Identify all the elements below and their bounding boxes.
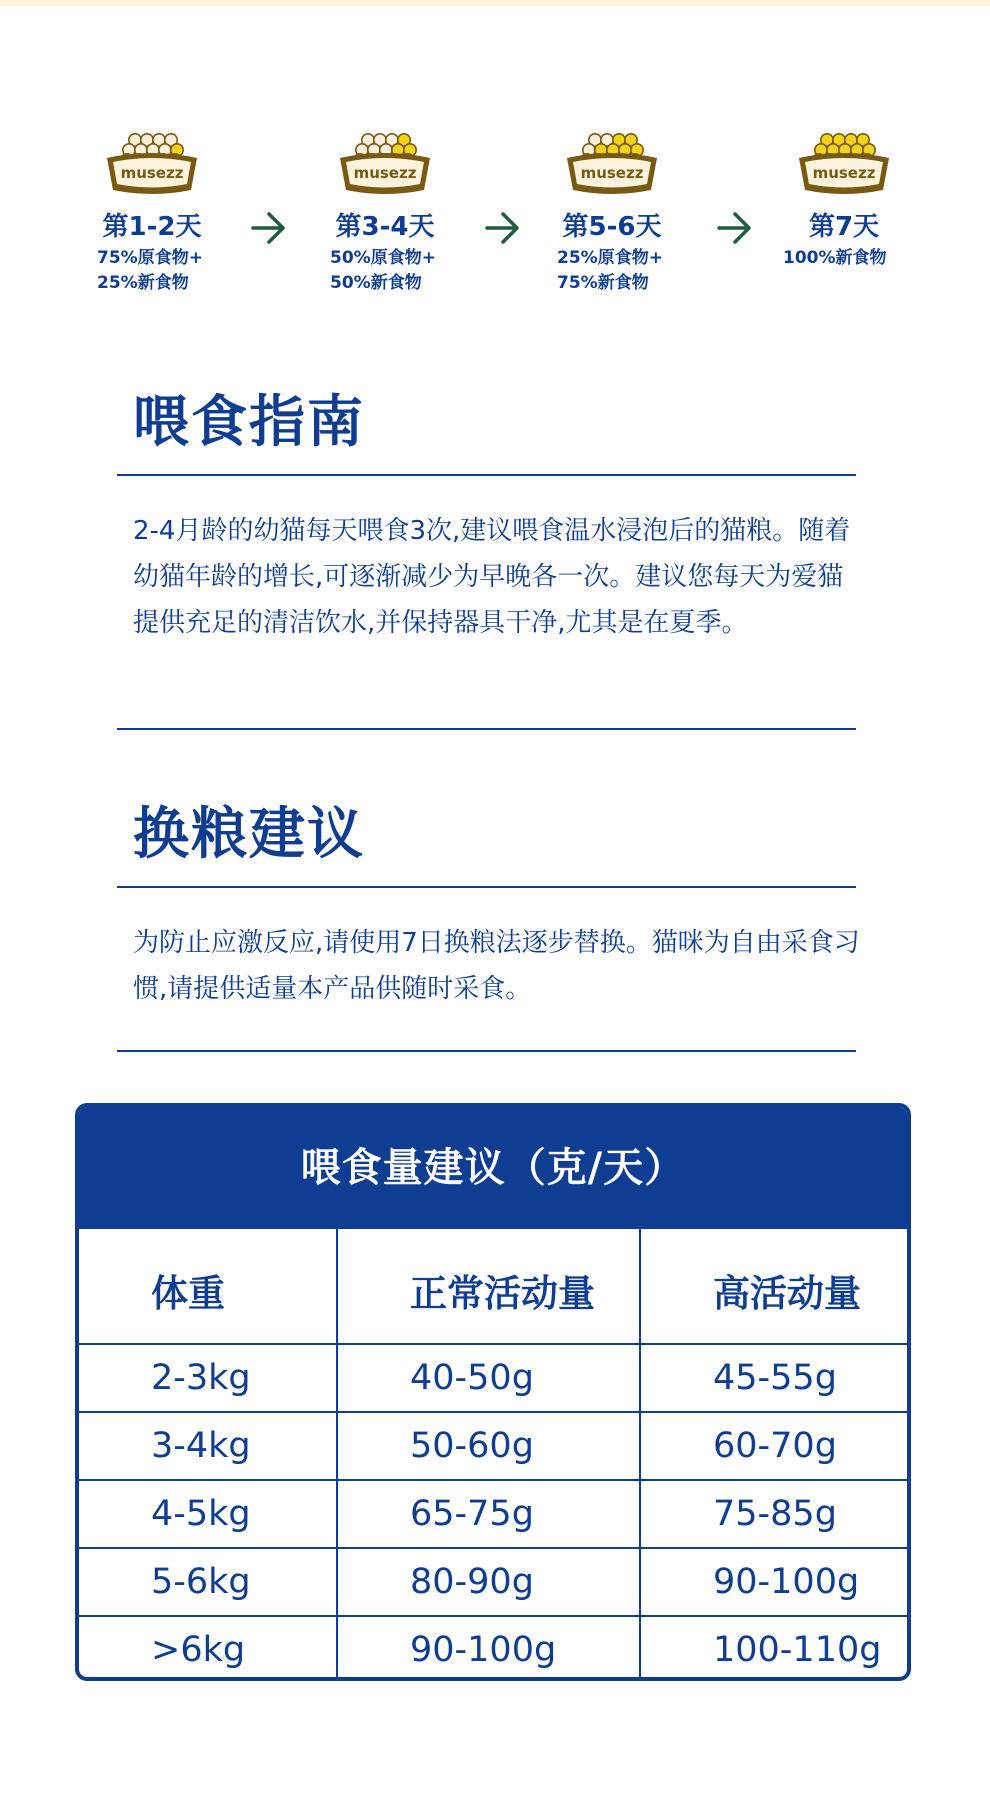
weight-cell: 2-3kg bbox=[79, 1344, 337, 1412]
normal-activity-cell: 80-90g bbox=[337, 1548, 640, 1616]
high-activity-cell: 100-110g bbox=[640, 1616, 907, 1681]
bowl-brand-label: musezz bbox=[580, 164, 644, 182]
divider bbox=[117, 886, 856, 888]
column-header: 高活动量 bbox=[640, 1229, 907, 1344]
high-activity-cell: 75-85g bbox=[640, 1480, 907, 1548]
divider bbox=[117, 474, 856, 476]
high-activity-cell: 45-55g bbox=[640, 1344, 907, 1412]
high-activity-cell: 60-70g bbox=[640, 1412, 907, 1480]
arrow-right-icon bbox=[483, 206, 523, 250]
step-desc-line1: 25%原食物+ bbox=[557, 248, 663, 268]
table-row bbox=[79, 1480, 907, 1548]
feeding-guide-title: 喂食指南 bbox=[133, 390, 365, 455]
arrow-right-icon bbox=[249, 206, 289, 250]
feeding-guide-body: 2-4月龄的幼猫每天喂食3次,建议喂食温水浸泡后的猫粮。随着幼猫年龄的增长,可逐渐减少为早晚各一次。建议您每天为爱猫提供充足的清洁饮水,并保持器具干净,尤其是在夏季。 bbox=[133, 516, 851, 638]
divider bbox=[117, 1050, 856, 1052]
weight-cell: 5-6kg bbox=[79, 1548, 337, 1616]
column-header: 体重 bbox=[79, 1229, 337, 1344]
step-desc-line2: 50%新食物 bbox=[330, 273, 422, 293]
step-desc-line1: 100%新食物 bbox=[783, 248, 887, 268]
top-accent-bar bbox=[0, 0, 990, 6]
high-activity-cell: 90-100g bbox=[640, 1548, 907, 1616]
step-desc bbox=[330, 246, 500, 296]
step-title: 第5-6天 bbox=[562, 212, 662, 242]
table-row bbox=[79, 1616, 907, 1681]
table-row bbox=[79, 1412, 907, 1480]
step-title: 第7天 bbox=[808, 212, 880, 242]
table-row bbox=[79, 1344, 907, 1412]
step-desc-line1: 75%原食物+ bbox=[97, 248, 203, 268]
normal-activity-cell: 40-50g bbox=[337, 1344, 640, 1412]
step-title: 第3-4天 bbox=[335, 212, 435, 242]
normal-activity-cell: 50-60g bbox=[337, 1412, 640, 1480]
divider bbox=[117, 728, 856, 730]
table-title: 喂食量建议（克/天） bbox=[79, 1107, 907, 1229]
column-header: 正常活动量 bbox=[337, 1229, 640, 1344]
food-switch-body: 为防止应激反应,请使用7日换粮法逐步替换。猫咪为自由采食习惯,请提供适量本产品供随时采食。 bbox=[133, 928, 860, 1004]
bowl-brand-label: musezz bbox=[120, 164, 184, 182]
step-desc bbox=[783, 246, 953, 271]
food-bowl-icon bbox=[330, 118, 440, 202]
food-bowl-icon bbox=[789, 118, 899, 202]
weight-cell: 3-4kg bbox=[79, 1412, 337, 1480]
step-desc-line2: 75%新食物 bbox=[557, 273, 649, 293]
step-desc-line1: 50%原食物+ bbox=[330, 248, 436, 268]
arrow-right-icon bbox=[715, 206, 755, 250]
bowl-brand-label: musezz bbox=[353, 164, 417, 182]
feeding-amount-table bbox=[75, 1103, 911, 1681]
step-title: 第1-2天 bbox=[102, 212, 202, 242]
transition-steps bbox=[0, 118, 990, 308]
weight-cell: 4-5kg bbox=[79, 1480, 337, 1548]
bowl-brand-label: musezz bbox=[812, 164, 876, 182]
food-bowl-icon bbox=[557, 118, 667, 202]
feeding-table-grid bbox=[79, 1229, 907, 1681]
weight-cell: >6kg bbox=[79, 1616, 337, 1681]
food-bowl-icon bbox=[97, 118, 207, 202]
step-desc bbox=[557, 246, 727, 296]
table-header-row bbox=[79, 1229, 907, 1344]
food-switch-title: 换粮建议 bbox=[133, 802, 365, 867]
normal-activity-cell: 90-100g bbox=[337, 1616, 640, 1681]
step-desc bbox=[97, 246, 267, 296]
normal-activity-cell: 65-75g bbox=[337, 1480, 640, 1548]
table-row bbox=[79, 1548, 907, 1616]
step-desc-line2: 25%新食物 bbox=[97, 273, 189, 293]
